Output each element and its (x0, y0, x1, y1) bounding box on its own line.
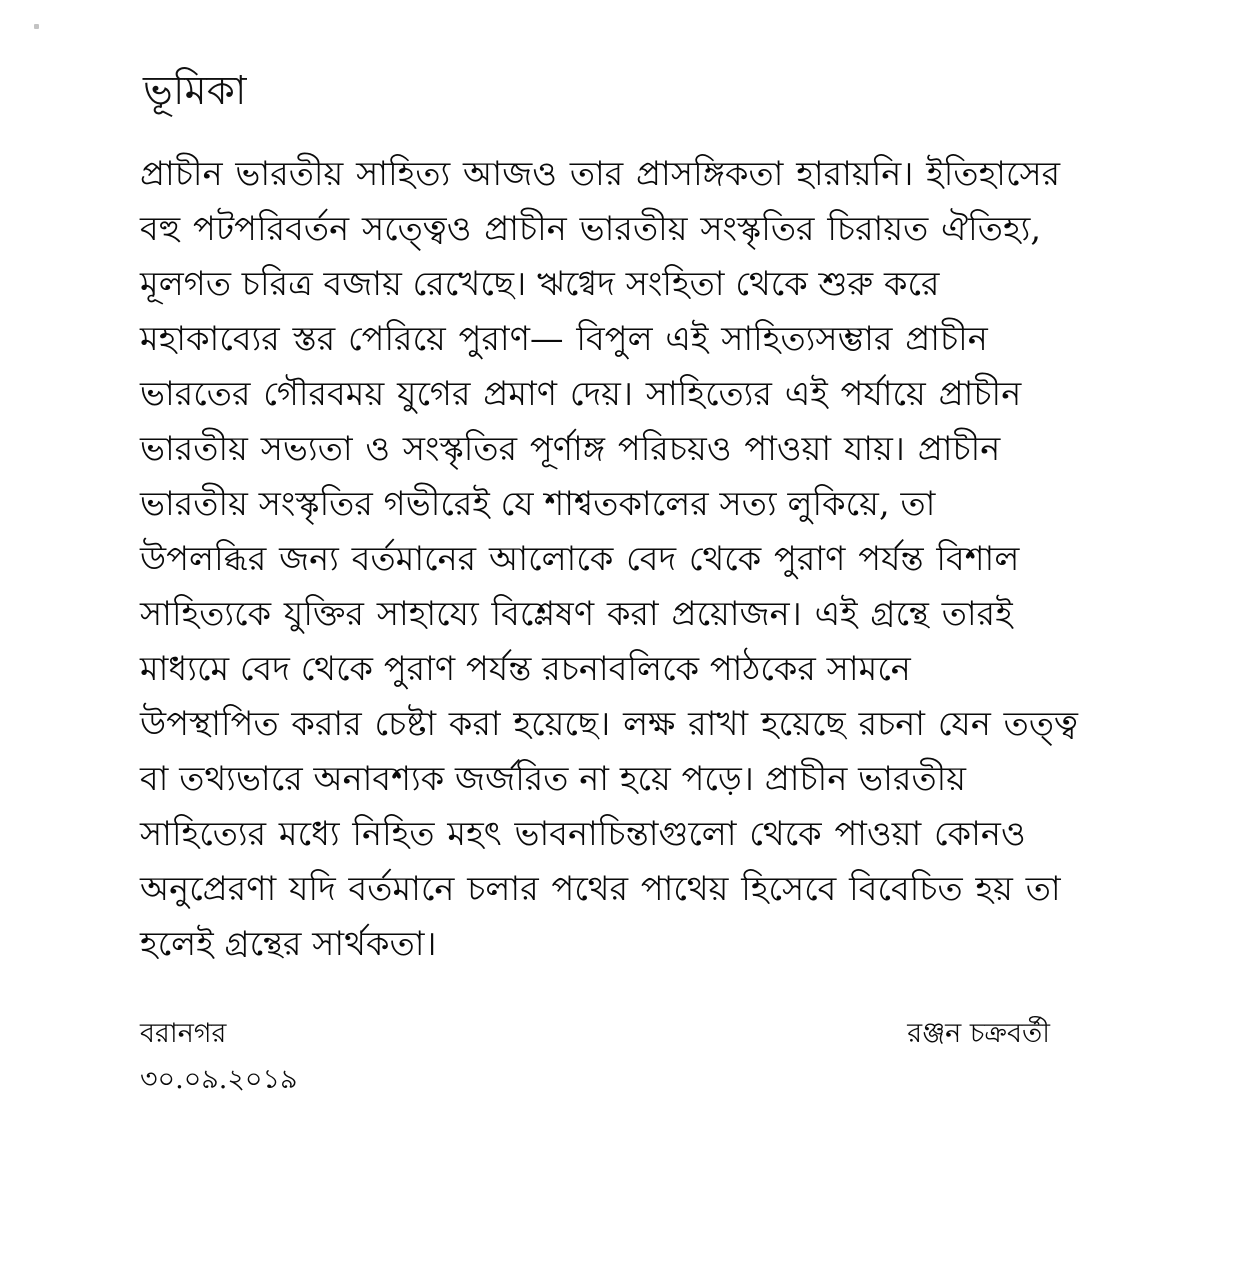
body-line: অনুপ্রেরণা যদি বর্তমানে চলার পথের পাথেয় হিসেবে বিবেচিত হয় তা (140, 869, 1061, 908)
body-line: সাহিত্যকে যুক্তির সাহায্যে বিশ্লেষণ করা প্রয়োজন। এই গ্রন্থে তারই (140, 594, 1013, 633)
body-line: সাহিত্যের মধ্যে নিহিত মহৎ ভাবনাচিন্তাগুলো থেকে পাওয়া কোনও (140, 814, 1026, 853)
body-line: বা তথ্যভারে অনাবশ্যক জর্জরিত না হয়ে পড়ে। প্রাচীন ভারতীয় (140, 759, 967, 798)
signature-row-date (140, 1062, 1050, 1108)
body-text-block (140, 146, 1079, 971)
body-line: উপলব্ধির জন্য বর্তমানের আলোকে বেদ থেকে পুরাণ পর্যন্ত বিশাল (140, 539, 1020, 578)
body-line: বহু পটপরিবর্তন সত্ত্বেও প্রাচীন ভারতীয় সংস্কৃতির চিরায়ত ঐতিহ্য, (140, 209, 1042, 248)
body-line: মূলগত চরিত্র বজায় রেখেছে। ঋগ্বেদ সংহিতা থেকে শুরু করে (140, 264, 940, 303)
body-line: ভারতীয় সংস্কৃতির গভীরেই যে শাশ্বতকালের সত্য লুকিয়ে, তা (140, 484, 936, 523)
body-line: মাধ্যমে বেদ থেকে পুরাণ পর্যন্ত রচনাবলিকে পাঠকের সামনে (140, 649, 911, 688)
page-title: ভূমিকা (143, 67, 247, 114)
author-name: রঞ্জন চক্রবর্তী (907, 1018, 1050, 1049)
body-line: প্রাচীন ভারতীয় সাহিত্য আজও তার প্রাসঙ্গিকতা হারায়নি। ইতিহাসের (140, 154, 1061, 193)
scan-artifact-speck (34, 24, 39, 29)
signature-row-primary (140, 1016, 1050, 1062)
place-name: বরানগর (140, 1018, 227, 1049)
body-line: মহাকাব্যের স্তর পেরিয়ে পুরাণ— বিপুল এই সাহিত্যসম্ভার প্রাচীন (140, 319, 988, 358)
body-line: ভারতীয় সভ্যতা ও সংস্কৃতির পূর্ণাঙ্গ পরিচয়ও পাওয়া যায়। প্রাচীন (140, 429, 1001, 468)
body-line: উপস্থাপিত করার চেষ্টা করা হয়েছে। লক্ষ রাখা হয়েছে রচনা যেন তত্ত্ব (140, 704, 1079, 743)
date-text: ৩০.০৯.২০১৯ (140, 1064, 298, 1095)
body-line: ভারতের গৌরবময় যুগের প্রমাণ দেয়। সাহিত্যের এই পর্যায়ে প্রাচীন (140, 374, 1022, 413)
body-line: হলেই গ্রন্থের সার্থকতা। (140, 924, 437, 963)
signature-block (140, 1016, 1050, 1108)
